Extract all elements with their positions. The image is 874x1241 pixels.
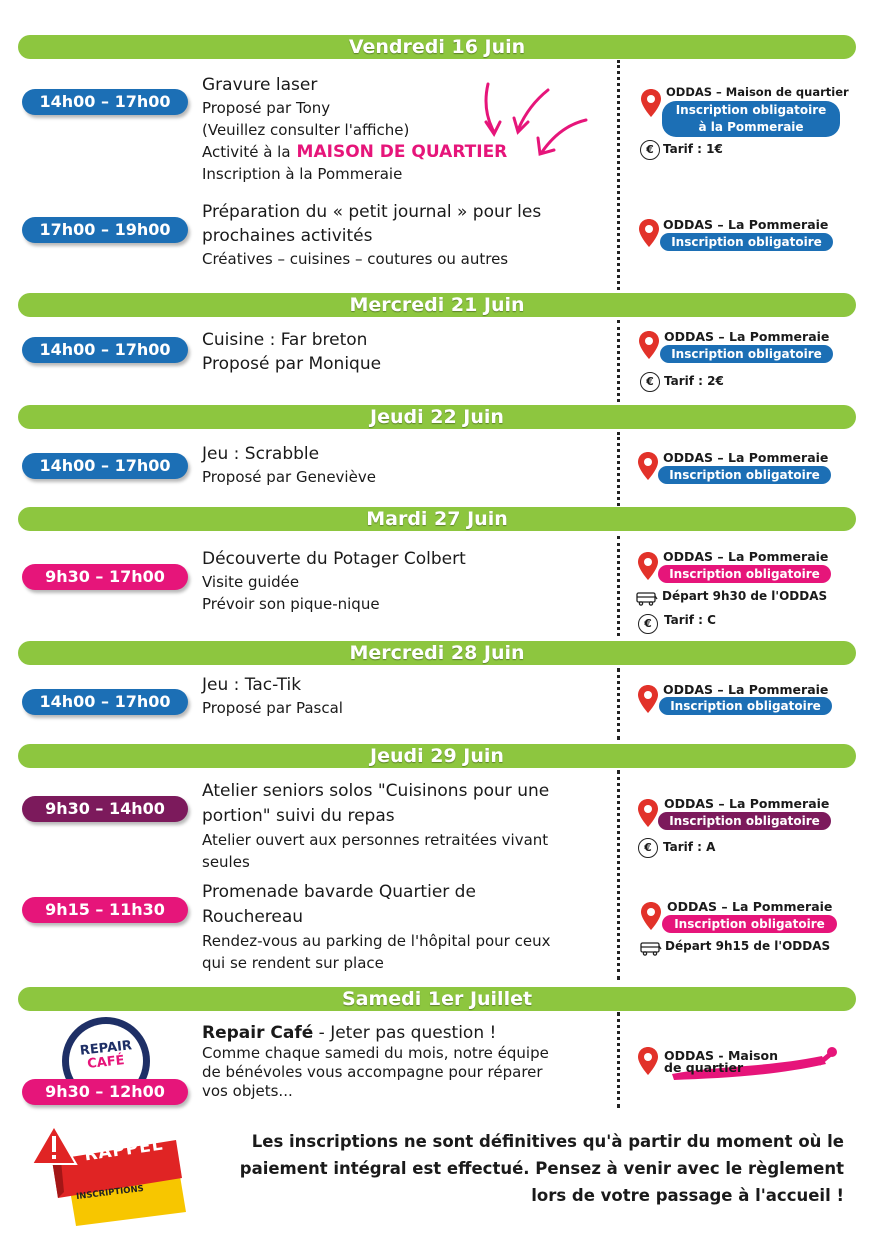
time-slot: 17h00 – 19h00 [22,217,188,243]
event-title: Cuisine : Far breton [202,330,368,350]
rappel-line: lors de votre passage à l'accueil ! [531,1186,844,1205]
column-divider [617,668,620,740]
event-line: Proposé par Monique [202,354,382,374]
event-line: Rendez-vous au parking de l'hôpital pour ceux [202,932,551,950]
event-line: Proposé par Pascal [202,699,343,717]
inscription-line: Inscription obligatoire [675,103,827,117]
column-divider [617,1012,620,1108]
location-label: ODDAS – La Pommeraie [663,450,829,465]
location-label: ODDAS – La Pommeraie [664,796,830,811]
time-slot: 14h00 – 17h00 [22,453,188,479]
event-description [202,779,612,873]
inscription-badge: Inscription obligatoire [659,697,832,715]
location-pin-icon [638,218,660,248]
rappel-badge-label: RAPPEL [82,1134,165,1166]
event-line-text: Activité à la [202,143,291,161]
tarif-label: Tarif : 2€ [664,374,724,388]
euro-icon: € [640,140,660,160]
location-label [664,1050,778,1074]
event-line: vos objets... [202,1082,293,1100]
event-description [202,673,602,719]
event-line: de bénévoles vous accompagne pour réparer [202,1063,543,1081]
event-title: Jeu : Scrabble [202,444,320,464]
inscription-badge: Inscription obligatoire [658,565,831,583]
event-line: Comme chaque samedi du mois, notre équipe [202,1044,549,1062]
location-pin-icon [637,684,659,714]
event-title: Rouchereau [202,907,304,927]
location-label: ODDAS – Maison de quartier [666,85,849,99]
event-title: Atelier seniors solos "Cuisinons pour une [202,781,550,801]
depart-label: Départ 9h30 de l'ODDAS [662,589,828,603]
logo-text: REPAIR [79,1038,133,1059]
event-line: Proposé par Tony [202,99,331,117]
location-pin-icon [637,551,659,581]
day-header: Mercredi 28 Juin [18,641,856,665]
column-divider [617,432,620,506]
event-line: seules [202,853,250,871]
event-description [202,880,612,974]
event-description [202,547,602,615]
event-line: (Veuillez consulter l'affiche) [202,121,410,139]
event-line: Inscription à la Pommeraie [202,165,403,183]
day-header: Samedi 1er Juillet [18,987,856,1011]
location-pin-icon [640,901,662,931]
tarif-label: Tarif : A [663,840,716,854]
depart-label: Départ 9h15 de l'ODDAS [665,939,831,953]
event-title: Préparation du « petit journal » pour les [202,202,542,222]
event-description [202,1022,612,1101]
location-label: ODDAS – La Pommeraie [667,899,833,914]
location-line: de quartier [664,1060,744,1075]
location-pin-icon [637,1046,659,1076]
inscription-badge: Inscription obligatoire [662,915,837,933]
time-slot: 9h30 – 17h00 [22,564,188,590]
time-slot: 14h00 – 17h00 [22,89,188,115]
tarif-label: Tarif : 1€ [663,142,723,156]
day-header: Mercredi 21 Juin [18,293,856,317]
event-title: Repair Café [202,1023,314,1043]
bus-icon [636,592,658,606]
event-line: qui se rendent sur place [202,954,384,972]
column-divider [617,536,620,636]
inscription-badge [662,101,840,137]
euro-icon: € [640,372,660,392]
time-slot: 9h30 – 14h00 [22,796,188,822]
event-description [202,328,602,376]
event-title: Promenade bavarde Quartier de [202,882,476,902]
event-line: Proposé par Geneviève [202,468,376,486]
rappel-line: paiement intégral est effectué. Pensez à venir avec le règlement [239,1159,844,1178]
event-line: Prévoir son pique-nique [202,595,380,613]
inscription-badge: Inscription obligatoire [660,233,833,251]
day-header: Jeudi 22 Juin [18,405,856,429]
rappel-message [210,1128,844,1209]
event-line: Créatives – cuisines – coutures ou autres [202,250,509,268]
location-line: ODDAS - Maison [664,1048,779,1063]
time-slot: 9h30 – 12h00 [22,1079,188,1105]
location-pin-icon [637,798,659,828]
day-header: Vendredi 16 Juin [18,35,856,59]
event-description [202,200,602,270]
location-label: ODDAS – La Pommeraie [663,217,829,232]
column-divider [617,60,620,290]
event-title: prochaines activités [202,226,373,246]
event-line: Atelier ouvert aux personnes retraitées vivant [202,831,549,849]
rappel-line: Les inscriptions ne sont définitives qu'à partir du moment où le [251,1132,844,1151]
day-header: Jeudi 29 Juin [18,744,856,768]
inscription-badge: Inscription obligatoire [658,466,831,484]
bus-icon [640,942,662,956]
event-title-line [202,1022,612,1044]
column-divider [617,770,620,980]
highlight-text: MAISON DE QUARTIER [296,142,508,162]
event-subtitle: - Jeter pas question ! [313,1023,497,1043]
event-title: Découverte du Potager Colbert [202,549,466,569]
event-line: Visite guidée [202,573,300,591]
time-slot: 14h00 – 17h00 [22,337,188,363]
event-title: portion" suivi du repas [202,806,395,826]
column-divider [617,320,620,402]
logo-text: CAFÉ [86,1053,126,1072]
day-header: Mardi 27 Juin [18,507,856,531]
euro-icon: € [638,838,658,858]
location-label: ODDAS – La Pommeraie [663,549,829,564]
time-slot: 9h15 – 11h30 [22,897,188,923]
tarif-label: Tarif : C [664,613,716,627]
inscription-line: à la Pommeraie [698,120,804,134]
time-slot: 14h00 – 17h00 [22,689,188,715]
event-title: Gravure laser [202,75,318,95]
euro-icon: € [638,614,658,634]
event-title: Jeu : Tac-Tik [202,675,302,695]
location-pin-icon [638,330,660,360]
inscription-badge: Inscription obligatoire [658,812,831,830]
location-pin-icon [637,451,659,481]
arrows-decoration [476,80,596,160]
inscription-badge: Inscription obligatoire [660,345,833,363]
event-description [202,442,602,488]
location-label: ODDAS – La Pommeraie [664,329,830,344]
rappel-ribbon-label: INSCRIPTIONS [75,1183,145,1203]
rappel-badge-graphic [30,1120,190,1232]
location-label: ODDAS – La Pommeraie [663,682,829,697]
location-pin-icon [640,88,662,118]
